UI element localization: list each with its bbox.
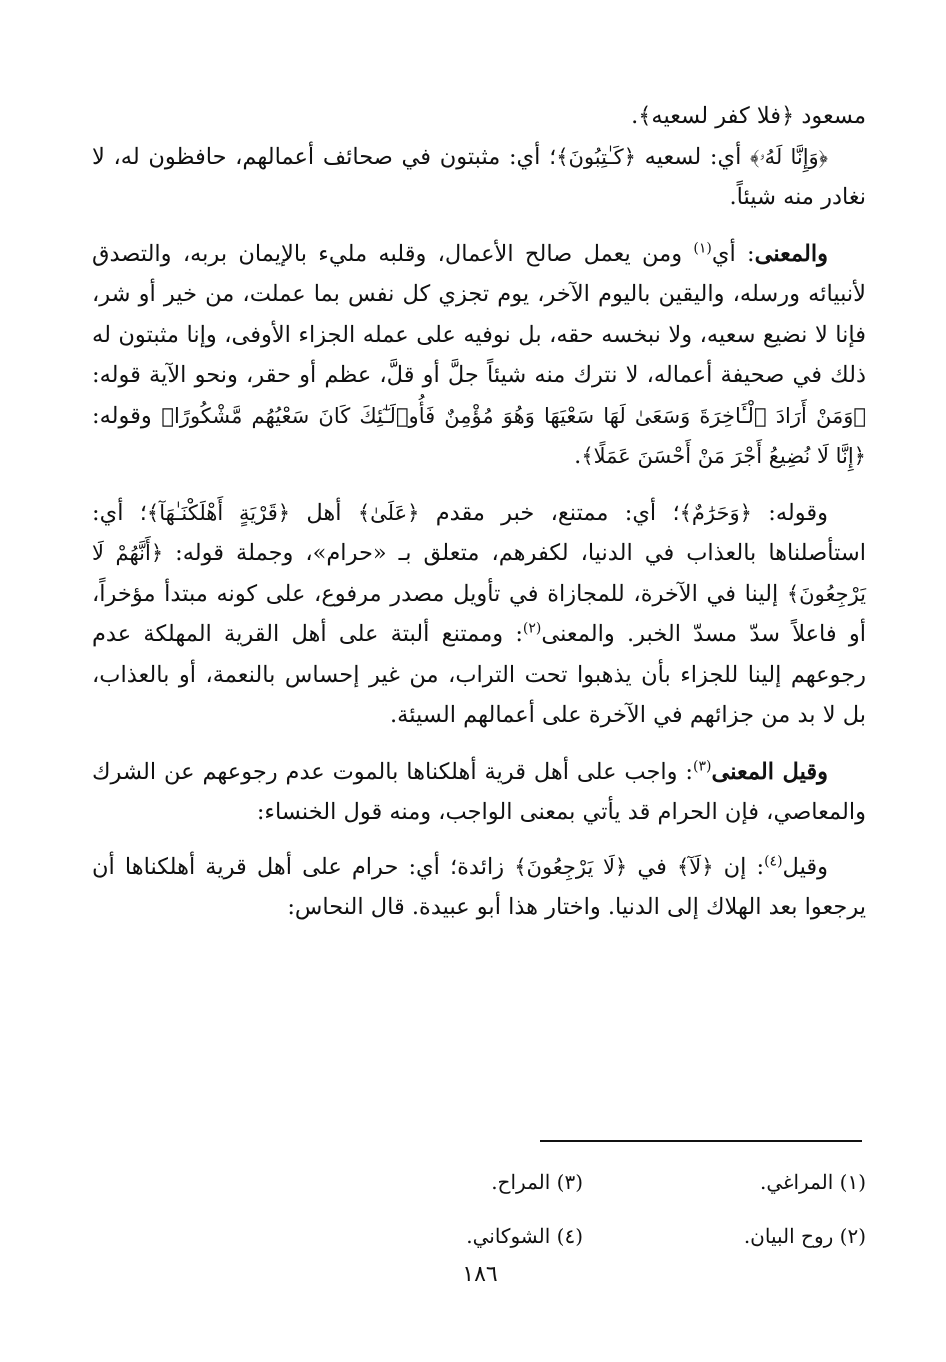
footnote-ref-2: (٢) bbox=[522, 620, 542, 637]
quran-quote: ﴿قَرْيَةٍ أَهْلَكْنَـٰهَآ﴾ bbox=[146, 500, 291, 525]
footnote-3: (٣) المراح. bbox=[491, 1170, 583, 1194]
text: وقوله: bbox=[92, 402, 162, 429]
footnote-ref-4: (٤) bbox=[764, 853, 783, 869]
quran-quote: ﴿وَإِنَّا لَهُۥ﴾ bbox=[750, 144, 828, 169]
paragraph-6 bbox=[92, 847, 866, 928]
footnote-ref-1: (١) bbox=[693, 240, 712, 256]
footnote-ref-3: (٣) bbox=[693, 758, 712, 774]
footnote-2: (٢) روح البيان. bbox=[743, 1224, 866, 1248]
text: أهل bbox=[290, 499, 358, 526]
page-body bbox=[92, 96, 866, 928]
text: ومن يعمل صالح الأعمال، وقلبه مليء بالإيمان بربه، والتصدق لأنبيائه ورسله، واليقين باليوم الآخر، يوم تجزي كل نفس بما عملت، من خير أو شر، فإنا لا نضيع سعيه، ولا نبخسه حقه، بل نوفيه على عمله الجزاء الأوفى، وإنا مثبتون له ذلك في صحيفة أعماله، لا نترك منه شيئاً جلَّ أو قلَّ، عظم أو حقر، ونحو الآية قوله: bbox=[92, 240, 866, 388]
text: في bbox=[627, 853, 677, 880]
paragraph-4 bbox=[92, 493, 866, 736]
text: زائدة؛ أي: حرام على أهل قرية أهلكناها أن يرجعوا بعد الهلاك إلى الدنيا. واختار هذا أبو عبيدة. قال النحاس: bbox=[92, 853, 866, 920]
text: : واجب على أهل قرية أهلكناها بالموت عدم رجوعهم عن الشرك والمعاصي، فإن الحرام قد يأتي بمعنى الواجب، ومنه قول الخنساء: bbox=[92, 758, 866, 825]
footnote-divider bbox=[540, 1140, 862, 1142]
quran-quote: ﴿لَآ﴾ bbox=[676, 854, 714, 879]
text: أي: لسعيه bbox=[635, 143, 751, 170]
text: وقوله: bbox=[751, 499, 828, 526]
text: ؛ أي: ممتنع، خبر مقدم bbox=[419, 499, 680, 526]
text: وقيل bbox=[782, 853, 828, 880]
paragraph-1-text: مسعود ﴿فلا كفر لسعيه﴾. bbox=[631, 103, 866, 129]
quran-quote: ﴿أَنَّهُمْ لَا يَرْجِعُونَ﴾ bbox=[92, 541, 866, 606]
quran-quote: ﴿إِنَّا لَا نُضِيعُ أَجْرَ مَنْ أَحْسَنَ عَمَلًا﴾ bbox=[581, 444, 866, 468]
paragraph-1 bbox=[92, 96, 866, 137]
text: : أي bbox=[711, 240, 755, 267]
text: ؛ أي: مثبتون في صحائف أعمالهم، حافظون له، لا نغادر منه شيئاً. bbox=[92, 143, 866, 210]
footnotes bbox=[300, 1155, 866, 1263]
meaning-label: والمعنى bbox=[754, 240, 828, 267]
text: : وممتنع ألبتة على أهل القرية المهلكة عدم رجوعهم إلينا للجزاء بأن يذهبوا تحت التراب، من غير إحساس بالنعمة، أو بالعذاب، بل لا بد من جزائهم في الآخرة على أعمالهم السيئة. bbox=[92, 621, 866, 728]
text: . bbox=[574, 443, 582, 469]
text: : إن bbox=[713, 853, 765, 880]
quran-quote: ﴿عَلَىٰ﴾ bbox=[357, 500, 420, 525]
text: إلينا في الآخرة، للمجازاة في تأويل مصدر مرفوع، على كونه مبتدأ مؤخراً، أو فاعلاً سدّ مسدّ الخبر. والمعنى bbox=[92, 580, 866, 647]
text: ؛ أي: استأصلناها بالعذاب في الدنيا، لكفرهم، متعلق بـ «حرام»، وجملة قوله: bbox=[92, 499, 866, 566]
quran-quote: ﴿وَحَرَٰمٌ﴾ bbox=[679, 500, 752, 525]
quran-quote: ﴿كَـٰتِبُونَ﴾ bbox=[556, 144, 636, 169]
paragraph-2 bbox=[92, 137, 866, 218]
meaning-label: وقيل المعنى bbox=[711, 758, 828, 785]
footnote-1: (١) المراغي. bbox=[759, 1170, 866, 1194]
quran-quote: ﴿لَا يَرْجِعُونَ﴾ bbox=[514, 854, 628, 879]
paragraph-3 bbox=[92, 234, 866, 477]
quran-quote: ﴿وَمَنْ أَرَادَ ٱلْـَٔاخِرَةَ وَسَعَىٰ لَهَا سَعْيَهَا وَهُوَ مُؤْمِنٌ فَأُو۟لَـٰٓئِكَ كَانَ سَعْيُهُم مَّشْكُورًا﴾ bbox=[161, 403, 866, 428]
footnote-4: (٤) الشوكاني. bbox=[466, 1224, 583, 1248]
paragraph-5 bbox=[92, 752, 866, 833]
page-number: ١٨٦ bbox=[462, 1262, 498, 1287]
